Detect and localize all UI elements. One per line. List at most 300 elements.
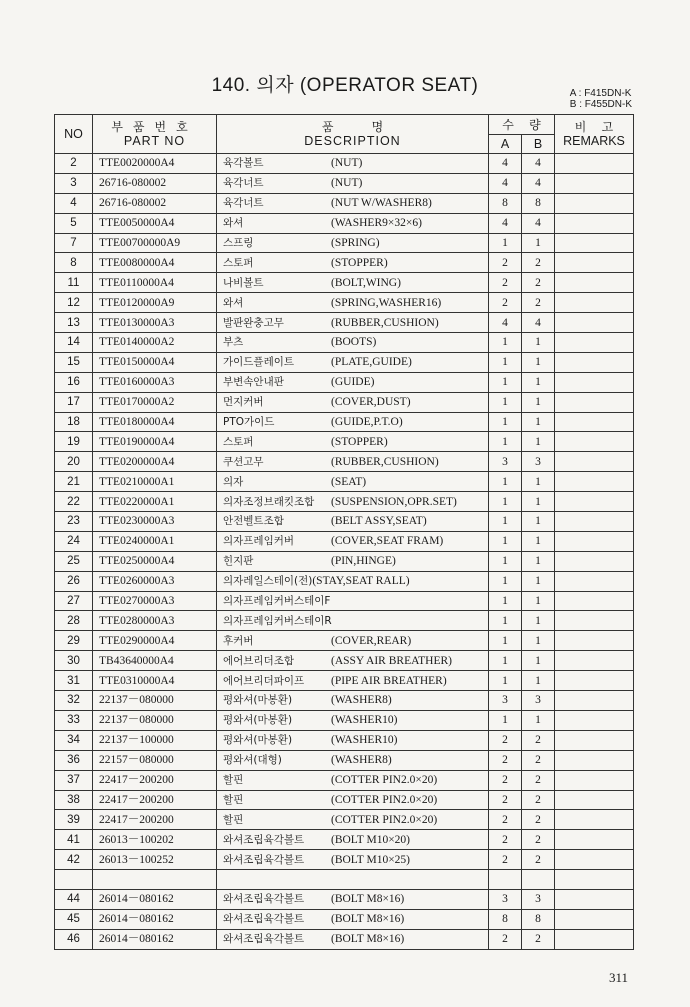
row-description-kr: 의자프레임커버 xyxy=(223,535,295,548)
row-number: 12 xyxy=(55,293,93,313)
row-qty-a: 3 xyxy=(489,691,522,711)
table-row xyxy=(55,810,634,830)
row-qty-b: 2 xyxy=(522,929,555,949)
row-number: 29 xyxy=(55,631,93,651)
row-qty-b: 2 xyxy=(522,850,555,870)
row-remarks xyxy=(555,392,634,412)
row-description-en: (COVER,SEAT FRAM) xyxy=(331,535,444,548)
row-description xyxy=(217,213,489,233)
row-description-en: (RUBBER,CUSHION) xyxy=(331,316,439,329)
row-description xyxy=(217,412,489,432)
row-qty-b: 1 xyxy=(522,512,555,532)
row-part-number: TTE0280000A3 xyxy=(93,611,217,631)
row-description-en: (STOPPER) xyxy=(331,256,388,269)
row-part-number: TTE0050000A4 xyxy=(93,213,217,233)
row-description-kr: 육각볼트 xyxy=(223,157,264,170)
row-description-en: (BOLT,WING) xyxy=(331,276,401,289)
table-row xyxy=(55,571,634,591)
row-description-kr: 의자레일스테이(전) xyxy=(223,575,313,588)
row-qty-a: 4 xyxy=(489,154,522,174)
row-description xyxy=(217,810,489,830)
table-row xyxy=(55,671,634,691)
row-description-en: (BOLT M8×16) xyxy=(331,913,405,926)
row-qty-a: 1 xyxy=(489,671,522,691)
row-description-kr: 육각너트 xyxy=(223,197,264,210)
table-row xyxy=(55,412,634,432)
row-description xyxy=(217,253,489,273)
row-remarks xyxy=(555,631,634,651)
row-qty-a: 1 xyxy=(489,492,522,512)
row-qty-a: 1 xyxy=(489,611,522,631)
row-description xyxy=(217,392,489,412)
row-number: 36 xyxy=(55,750,93,770)
row-part-number: 26716-080002 xyxy=(93,173,217,193)
row-part-number: TTE0220000A1 xyxy=(93,492,217,512)
table-row xyxy=(55,611,634,631)
row-description-kr: 부변속안내판 xyxy=(223,376,284,389)
row-description-kr: 와셔 xyxy=(223,217,244,230)
row-description-en: (COTTER PIN2.0×20) xyxy=(331,813,438,826)
table-row xyxy=(55,193,634,213)
row-description xyxy=(217,293,489,313)
row-remarks xyxy=(555,790,634,810)
table-row xyxy=(55,551,634,571)
table-row xyxy=(55,492,634,512)
row-description-kr: 평와셔(마봉환) xyxy=(223,714,293,727)
table-row xyxy=(55,631,634,651)
table-row xyxy=(55,691,634,711)
row-qty-b: 1 xyxy=(522,671,555,691)
row-qty-a: 8 xyxy=(489,909,522,929)
col-part-no-kr: 부품번호 xyxy=(111,120,198,134)
row-qty-b: 2 xyxy=(522,830,555,850)
row-description xyxy=(217,710,489,730)
table-row xyxy=(55,313,634,333)
row-qty-a: 1 xyxy=(489,571,522,591)
row-description xyxy=(217,273,489,293)
table-row xyxy=(55,591,634,611)
row-description-en: (WASHER8) xyxy=(331,754,392,767)
row-description-en: (BOLT M8×16) xyxy=(331,933,405,946)
row-qty-b: 1 xyxy=(522,432,555,452)
row-qty-b: 2 xyxy=(522,750,555,770)
row-description xyxy=(217,691,489,711)
row-qty-a: 2 xyxy=(489,790,522,810)
row-description-en: (SPRING) xyxy=(331,237,380,249)
row-remarks xyxy=(555,909,634,929)
row-description-kr: 에어브리더파이프 xyxy=(223,674,305,687)
row-remarks xyxy=(555,293,634,313)
row-number: 23 xyxy=(55,512,93,532)
row-description-kr: 안전벨트조합 xyxy=(223,515,284,528)
row-qty-b: 8 xyxy=(522,193,555,213)
row-qty-a: 1 xyxy=(489,372,522,392)
row-number: 21 xyxy=(55,472,93,492)
row-qty-b: 2 xyxy=(522,730,555,750)
row-number: 2 xyxy=(55,154,93,174)
row-description-en: (BELT ASSY,SEAT) xyxy=(331,515,427,528)
row-description xyxy=(217,730,489,750)
table-row xyxy=(55,173,634,193)
row-remarks xyxy=(555,472,634,492)
row-qty-b: 4 xyxy=(522,154,555,174)
row-description xyxy=(217,173,489,193)
row-description xyxy=(217,651,489,671)
row-number: 37 xyxy=(55,770,93,790)
row-description xyxy=(217,531,489,551)
row-part-number: TTE0140000A2 xyxy=(93,333,217,353)
model-a-label: A : F415DN-K xyxy=(569,88,632,99)
row-qty-a: 2 xyxy=(489,810,522,830)
row-description xyxy=(217,790,489,810)
page-number: 311 xyxy=(608,970,628,985)
row-description-kr: 힌지판 xyxy=(223,555,254,568)
row-part-number: 26013－100202 xyxy=(93,830,217,850)
row-qty-a: 1 xyxy=(489,472,522,492)
row-number xyxy=(55,870,93,890)
row-description xyxy=(217,452,489,472)
row-qty-b: 1 xyxy=(522,710,555,730)
col-no-header: NO xyxy=(55,115,93,154)
model-legend xyxy=(570,88,632,110)
row-description xyxy=(217,233,489,253)
row-number: 38 xyxy=(55,790,93,810)
row-description xyxy=(217,571,489,591)
row-description-en: (WASHER8) xyxy=(331,694,392,707)
row-number: 16 xyxy=(55,372,93,392)
row-qty-a: 4 xyxy=(489,213,522,233)
table-row xyxy=(55,651,634,671)
row-remarks xyxy=(555,730,634,750)
row-description xyxy=(217,929,489,949)
table-row xyxy=(55,889,634,909)
row-qty-b: 2 xyxy=(522,273,555,293)
row-qty-a xyxy=(489,870,522,890)
row-description-en: (COVER,REAR) xyxy=(331,634,412,647)
row-description-en: (WASHER10) xyxy=(331,734,398,747)
row-number: 39 xyxy=(55,810,93,830)
row-remarks xyxy=(555,551,634,571)
row-qty-b: 2 xyxy=(522,293,555,313)
row-qty-a: 1 xyxy=(489,352,522,372)
table-row xyxy=(55,870,634,890)
row-description xyxy=(217,750,489,770)
row-number: 34 xyxy=(55,730,93,750)
row-part-number: 22417－200200 xyxy=(93,770,217,790)
row-part-number: TTE0170000A2 xyxy=(93,392,217,412)
row-remarks xyxy=(555,710,634,730)
row-part-number: 22137－100000 xyxy=(93,730,217,750)
row-part-number xyxy=(93,870,217,890)
row-qty-b: 1 xyxy=(522,412,555,432)
row-description-en: (COTTER PIN2.0×20) xyxy=(331,793,438,806)
row-number: 17 xyxy=(55,392,93,412)
row-remarks xyxy=(555,830,634,850)
row-description xyxy=(217,591,489,611)
row-remarks xyxy=(555,750,634,770)
row-qty-a: 8 xyxy=(489,193,522,213)
row-part-number: TTE0270000A3 xyxy=(93,591,217,611)
row-part-number: 26014－080162 xyxy=(93,929,217,949)
parts-table xyxy=(54,114,634,950)
row-qty-b: 1 xyxy=(522,631,555,651)
row-description xyxy=(217,671,489,691)
row-part-number: TTE0240000A1 xyxy=(93,531,217,551)
row-description-en: (COTTER PIN2.0×20) xyxy=(331,774,438,787)
row-qty-a: 1 xyxy=(489,333,522,353)
row-qty-a: 1 xyxy=(489,412,522,432)
row-description xyxy=(217,492,489,512)
row-remarks xyxy=(555,651,634,671)
table-row xyxy=(55,233,634,253)
row-qty-a: 2 xyxy=(489,850,522,870)
row-qty-a: 2 xyxy=(489,253,522,273)
row-number: 11 xyxy=(55,273,93,293)
col-qty-a-header: A xyxy=(489,135,522,154)
row-number: 22 xyxy=(55,492,93,512)
row-description-kr: 가이드플레이트 xyxy=(223,356,295,369)
row-number: 13 xyxy=(55,313,93,333)
row-qty-b: 1 xyxy=(522,551,555,571)
row-description-en: (BOLT M10×20) xyxy=(331,833,411,846)
row-qty-b: 4 xyxy=(522,313,555,333)
row-part-number: TTE0190000A4 xyxy=(93,432,217,452)
row-remarks xyxy=(555,671,634,691)
row-remarks xyxy=(555,571,634,591)
row-description-en: (BOLT M10×25) xyxy=(331,853,411,866)
table-row xyxy=(55,392,634,412)
col-remarks-header xyxy=(555,115,634,154)
row-number: 7 xyxy=(55,233,93,253)
row-remarks xyxy=(555,591,634,611)
row-qty-b: 3 xyxy=(522,452,555,472)
row-qty-a: 1 xyxy=(489,631,522,651)
row-description-en: (BOOTS) xyxy=(331,336,377,349)
row-number: 42 xyxy=(55,850,93,870)
row-part-number: 26716-080002 xyxy=(93,193,217,213)
row-description xyxy=(217,472,489,492)
table-row xyxy=(55,154,634,174)
row-number: 44 xyxy=(55,889,93,909)
row-part-number: TTE00700000A9 xyxy=(93,233,217,253)
row-qty-b: 1 xyxy=(522,233,555,253)
row-qty-b: 2 xyxy=(522,253,555,273)
row-part-number: TTE0210000A1 xyxy=(93,472,217,492)
row-part-number: 22417－200200 xyxy=(93,810,217,830)
row-number: 30 xyxy=(55,651,93,671)
row-qty-a: 1 xyxy=(489,551,522,571)
row-description xyxy=(217,432,489,452)
row-description-en: (STOPPER) xyxy=(331,435,388,448)
table-row xyxy=(55,730,634,750)
row-description xyxy=(217,154,489,174)
table-row xyxy=(55,710,634,730)
row-part-number: TTE0180000A4 xyxy=(93,412,217,432)
row-part-number: TTE0230000A3 xyxy=(93,512,217,532)
row-description-en: (BOLT M8×16) xyxy=(331,893,405,906)
row-description xyxy=(217,333,489,353)
col-description-kr: 품 명 xyxy=(321,120,384,134)
row-description-en: (RUBBER,CUSHION) xyxy=(331,455,439,468)
col-part-no-en: PART NO xyxy=(123,134,186,148)
row-qty-b: 1 xyxy=(522,651,555,671)
row-description-kr: 와셔조립육각볼트 xyxy=(223,833,305,846)
row-qty-b: 1 xyxy=(522,472,555,492)
row-description-kr: 와셔조립육각볼트 xyxy=(223,893,305,906)
row-remarks xyxy=(555,492,634,512)
row-remarks xyxy=(555,193,634,213)
table-row xyxy=(55,770,634,790)
row-description-en: (PLATE,GUIDE) xyxy=(331,356,412,369)
row-remarks xyxy=(555,889,634,909)
table-row xyxy=(55,790,634,810)
row-part-number: 22137－080000 xyxy=(93,691,217,711)
row-qty-a: 2 xyxy=(489,730,522,750)
row-description-kr: 육각너트 xyxy=(223,177,264,190)
table-row xyxy=(55,512,634,532)
row-qty-a: 4 xyxy=(489,173,522,193)
row-remarks xyxy=(555,333,634,353)
row-description-kr: 의자프레임커버스테이R xyxy=(223,614,332,627)
row-number: 24 xyxy=(55,531,93,551)
row-qty-b: 4 xyxy=(522,213,555,233)
row-number: 25 xyxy=(55,551,93,571)
row-qty-a: 3 xyxy=(489,452,522,472)
row-qty-b: 1 xyxy=(522,372,555,392)
row-description-kr: 의자 xyxy=(223,475,244,488)
table-row xyxy=(55,213,634,233)
row-qty-a: 1 xyxy=(489,591,522,611)
row-part-number: TTE0120000A9 xyxy=(93,293,217,313)
row-description-kr: 발판완충고무 xyxy=(223,316,284,329)
row-number: 5 xyxy=(55,213,93,233)
row-qty-a: 1 xyxy=(489,432,522,452)
row-part-number: TTE0260000A3 xyxy=(93,571,217,591)
row-description-en: (GUIDE) xyxy=(331,376,375,389)
row-qty-a: 1 xyxy=(489,531,522,551)
row-number: 33 xyxy=(55,710,93,730)
table-row xyxy=(55,472,634,492)
row-remarks xyxy=(555,870,634,890)
col-part-no-header xyxy=(93,115,217,154)
row-description-en: (WASHER9×32×6) xyxy=(331,217,422,230)
row-qty-a: 1 xyxy=(489,710,522,730)
row-description xyxy=(217,770,489,790)
row-description-en: (SPRING,WASHER16) xyxy=(331,296,442,309)
row-part-number: 22157－080000 xyxy=(93,750,217,770)
row-remarks xyxy=(555,313,634,333)
row-qty-b: 1 xyxy=(522,392,555,412)
table-row xyxy=(55,372,634,392)
table-row xyxy=(55,850,634,870)
row-description xyxy=(217,313,489,333)
row-part-number: 22137－080000 xyxy=(93,710,217,730)
table-row xyxy=(55,352,634,372)
row-description-kr: 의자조정브래킷조합 xyxy=(223,495,315,508)
row-qty-a: 2 xyxy=(489,929,522,949)
row-description-kr: 스토퍼 xyxy=(223,256,254,269)
row-description xyxy=(217,909,489,929)
row-qty-b: 1 xyxy=(522,492,555,512)
row-description-kr: 평와셔(마봉환) xyxy=(223,734,293,747)
row-description-kr: 평와셔(마봉환) xyxy=(223,694,293,707)
row-description xyxy=(217,352,489,372)
row-qty-b: 2 xyxy=(522,790,555,810)
row-remarks xyxy=(555,770,634,790)
row-qty-b: 1 xyxy=(522,352,555,372)
row-description xyxy=(217,870,489,890)
row-remarks xyxy=(555,512,634,532)
table-row xyxy=(55,432,634,452)
parts-table-body xyxy=(55,154,634,950)
row-qty-b: 1 xyxy=(522,571,555,591)
table-row xyxy=(55,452,634,472)
row-number: 3 xyxy=(55,173,93,193)
row-qty-a: 1 xyxy=(489,512,522,532)
row-remarks xyxy=(555,154,634,174)
row-description xyxy=(217,611,489,631)
row-number: 32 xyxy=(55,691,93,711)
col-qty-header: 수 량 xyxy=(489,115,555,135)
row-description-en: (SEAT) xyxy=(331,475,367,488)
row-description xyxy=(217,889,489,909)
row-description-kr: 할핀 xyxy=(223,774,244,787)
row-number: 27 xyxy=(55,591,93,611)
row-remarks xyxy=(555,850,634,870)
row-qty-b: 3 xyxy=(522,691,555,711)
row-description xyxy=(217,631,489,651)
row-description-kr: 먼지커버 xyxy=(223,396,264,409)
row-description-en: (STAY,SEAT RALL) xyxy=(312,575,410,588)
row-number: 15 xyxy=(55,352,93,372)
row-description-kr: 와셔 xyxy=(223,296,244,309)
row-part-number: 26013－100252 xyxy=(93,850,217,870)
row-number: 8 xyxy=(55,253,93,273)
row-qty-a: 2 xyxy=(489,750,522,770)
row-remarks xyxy=(555,213,634,233)
col-remarks-en: REMARKS xyxy=(563,134,625,148)
row-remarks xyxy=(555,432,634,452)
row-number: 14 xyxy=(55,333,93,353)
row-part-number: TTE0020000A4 xyxy=(93,154,217,174)
row-description-kr: 의자프레임커버스테이F xyxy=(223,595,331,608)
row-part-number: TTE0200000A4 xyxy=(93,452,217,472)
row-description-kr: 쿠션고무 xyxy=(223,455,264,468)
row-description-kr: 할핀 xyxy=(223,813,244,826)
col-description-header xyxy=(217,115,489,154)
row-part-number: TTE0080000A4 xyxy=(93,253,217,273)
row-qty-a: 2 xyxy=(489,293,522,313)
row-part-number: TTE0160000A3 xyxy=(93,372,217,392)
row-description xyxy=(217,551,489,571)
table-row xyxy=(55,253,634,273)
table-row xyxy=(55,293,634,313)
row-qty-a: 3 xyxy=(489,889,522,909)
row-remarks xyxy=(555,273,634,293)
row-number: 45 xyxy=(55,909,93,929)
row-description xyxy=(217,193,489,213)
row-qty-b: 1 xyxy=(522,531,555,551)
row-number: 41 xyxy=(55,830,93,850)
row-description-kr: 부츠 xyxy=(223,336,244,349)
row-description-en: (COVER,DUST) xyxy=(331,396,411,409)
row-qty-b: 2 xyxy=(522,770,555,790)
row-description-en: (NUT) xyxy=(331,177,363,190)
row-number: 46 xyxy=(55,929,93,949)
table-row xyxy=(55,909,634,929)
row-remarks xyxy=(555,531,634,551)
row-remarks xyxy=(555,929,634,949)
